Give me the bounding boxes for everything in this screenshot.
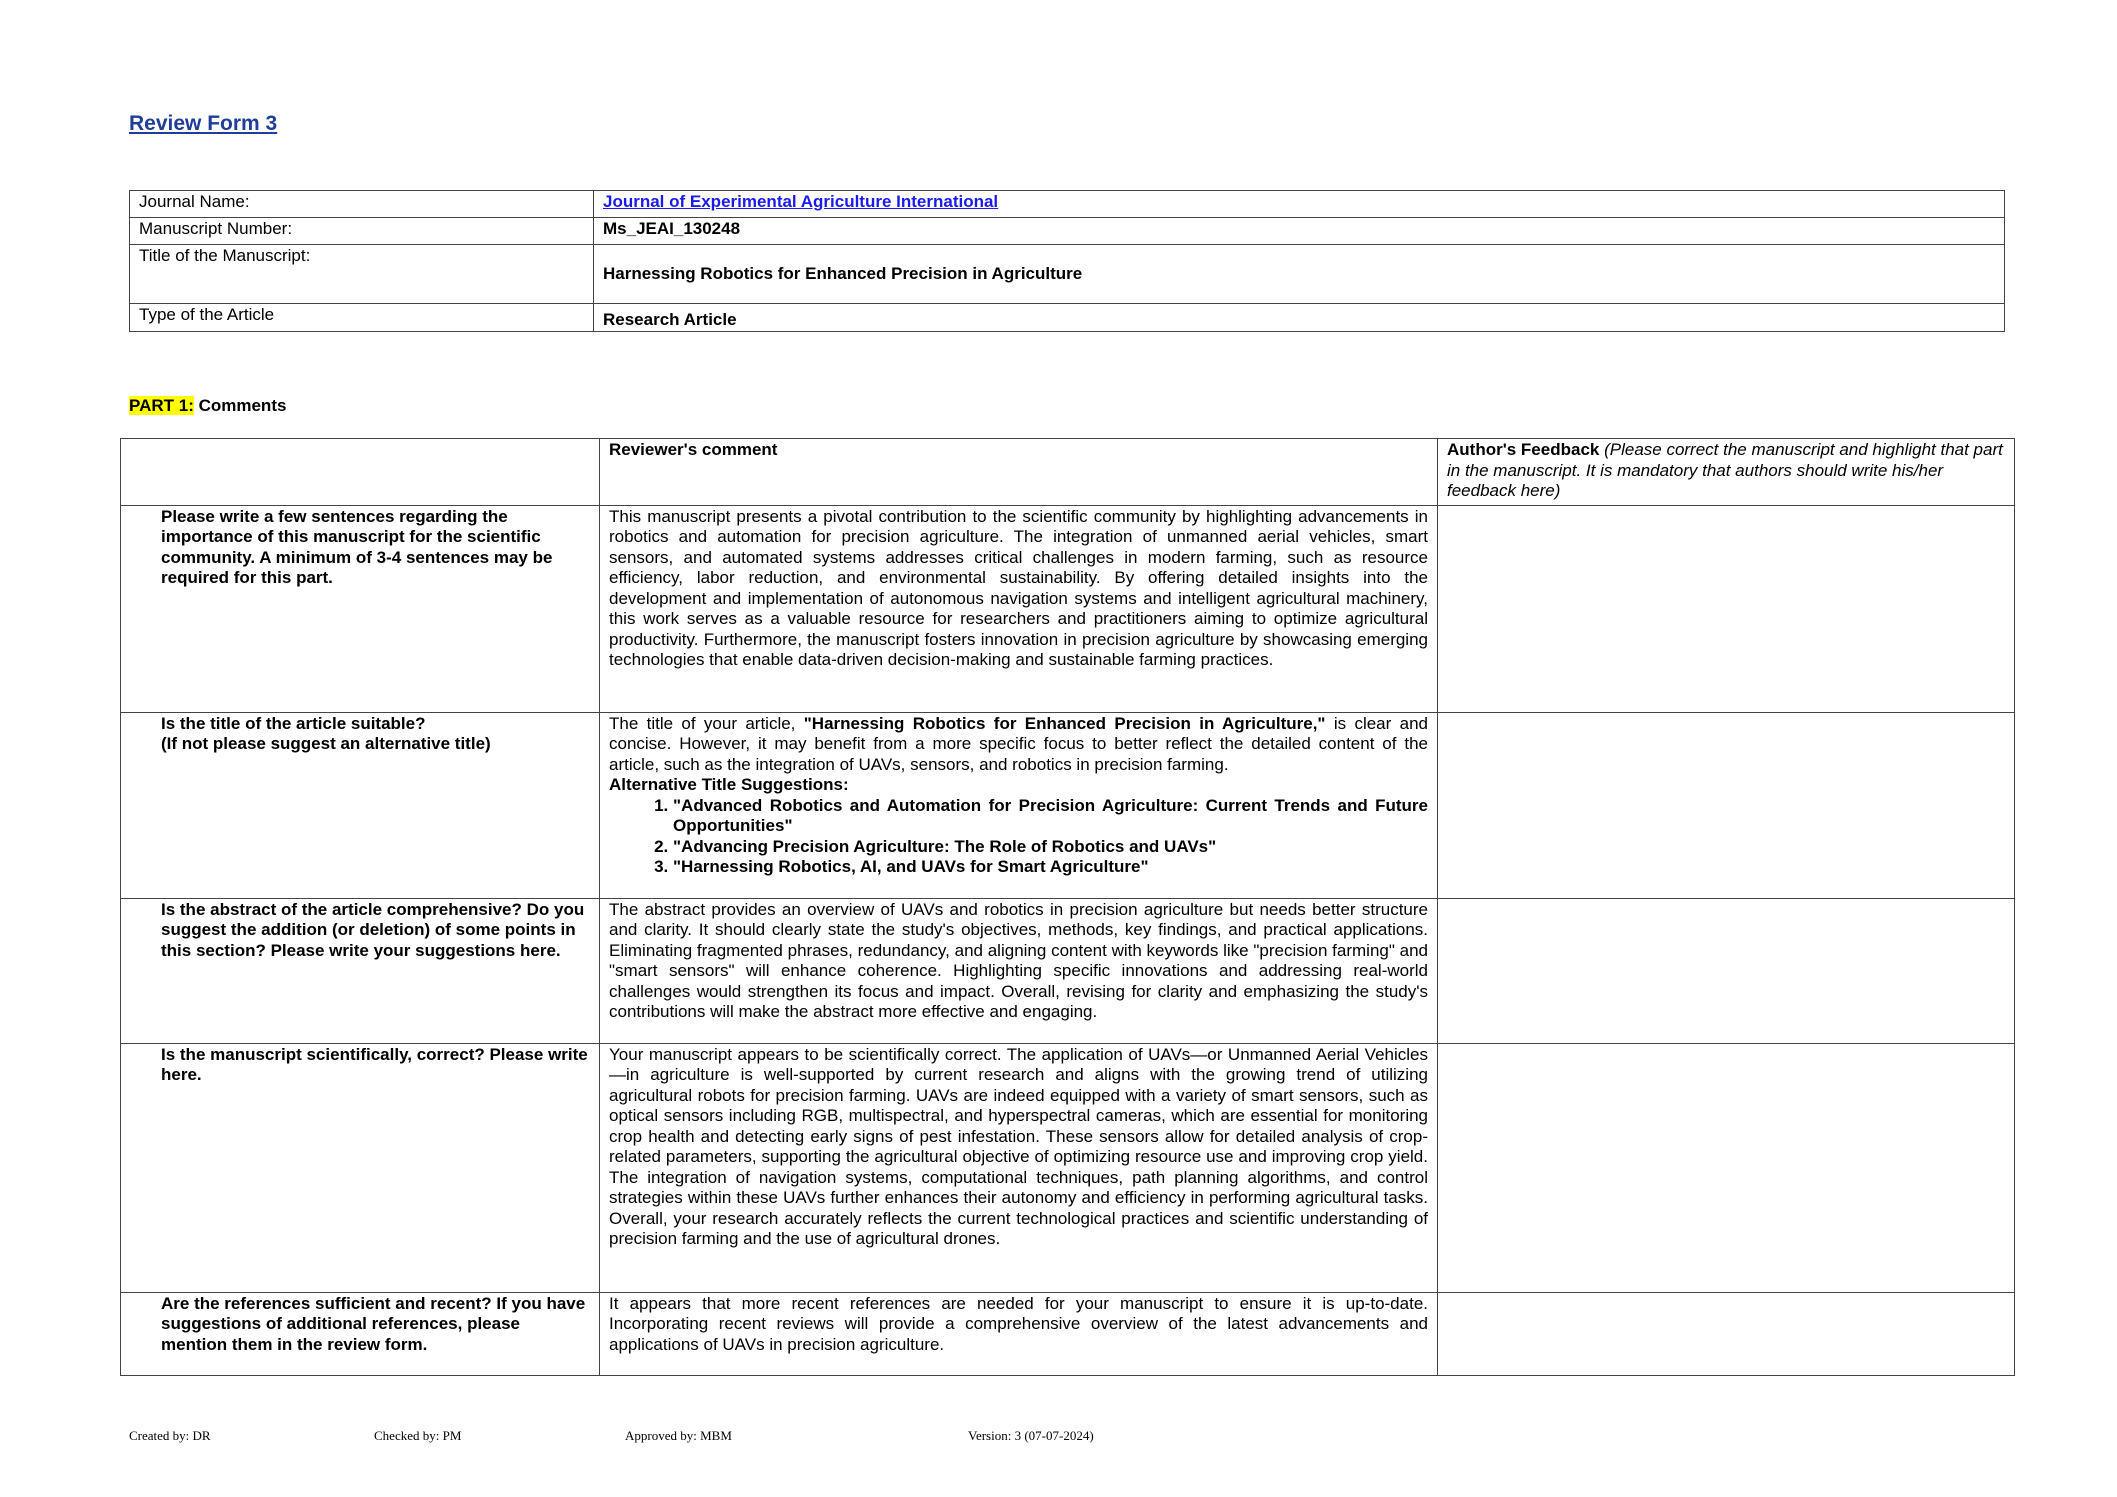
table-row (121, 1292, 2015, 1375)
list-item: 2. "Advancing Precision Agriculture: The Role of Robotics and UAVs" (673, 837, 1428, 858)
table-row (130, 304, 2005, 332)
question: Is the abstract of the article comprehensive? Do you suggest the addition (or deletion) of some points in this section? Please write your suggestions here. (121, 898, 600, 1043)
footer-created: Created by: DR (129, 1428, 211, 1443)
alt-title-list (609, 796, 1428, 878)
author-feedback-cell[interactable] (1438, 712, 2015, 898)
journal-link[interactable]: Journal of Experimental Agriculture International (603, 192, 999, 211)
footer-version: Version: 3 (07-07-2024) (968, 1428, 1094, 1443)
author-feedback-cell[interactable] (1438, 898, 2015, 1043)
table-row (121, 1043, 2015, 1292)
list-item: 3. "Harnessing Robotics, AI, and UAVs for Smart Agriculture" (673, 857, 1428, 878)
comments-table (120, 438, 2015, 1376)
part-label: PART 1: (129, 396, 194, 415)
reviewer-comment: Your manuscript appears to be scientifically correct. The application of UAVs—or Unmanned Aerial Vehicles—in agriculture is well-supported by current research and aligns with the growing trend of utilizing agricultural robots for precision farming. UAVs are indeed equipped with a variety of smart sensors, such as optical sensors including RGB, multispectral, and hyperspectral cameras, which are essential for monitoring crop health and detecting early signs of pest infestation. These sensors allow for detailed analysis of crop-related parameters, supporting the agricultural objective of optimizing resource use and improving crop yield. The integration of navigation systems, computational techniques, path planning algorithms, and control strategies within these UAVs further enhances their autonomy and efficiency in performing agricultural tasks. Overall, your research accurately reflects the current technological practices and scientific understanding of precision farming and the use of agricultural drones. (600, 1043, 1438, 1292)
form-title: Review Form 3 (129, 112, 278, 135)
table-row (121, 505, 2015, 712)
list-item: 1. "Advanced Robotics and Automation for Precision Agriculture: Current Trends and Future Opportunities" (673, 796, 1428, 837)
reviewer-comment: The abstract provides an overview of UAVs and robotics in precision agriculture but needs better structure and clarity. It should clearly state the study's objectives, methods, key findings, and practical applications. Eliminating fragmented phrases, redundancy, and aligning content with keywords like "precision farming" and "smart sensors" will enhance coherence. Highlighting specific innovations and addressing real-world challenges would strengthen its focus and impact. Overall, revising for clarity and emphasizing the study's contributions will make the abstract more effective and engaging. (600, 898, 1438, 1043)
author-feedback-cell[interactable] (1438, 1043, 2015, 1292)
table-row (121, 712, 2015, 898)
author-feedback-cell[interactable] (1438, 1292, 2015, 1375)
footer-checked: Checked by: PM (374, 1428, 462, 1443)
table-row (121, 898, 2015, 1043)
author-feedback-cell[interactable] (1438, 505, 2015, 712)
part-text: Comments (193, 396, 287, 415)
article-type-value: Research Article (594, 304, 2005, 332)
question: Are the references sufficient and recent? If you have suggestions of additional references, please mention them in the review form. (121, 1292, 600, 1375)
question: Is the manuscript scientifically, correct? Please write here. (121, 1043, 600, 1292)
reviewer-comment: It appears that more recent references are needed for your manuscript to ensure it is up-to-date. Incorporating recent reviews will provide a comprehensive overview of the latest advancements and applications of UAVs in precision agriculture. (600, 1292, 1438, 1375)
question: Please write a few sentences regarding the importance of this manuscript for the scientific community. A minimum of 3-4 sentences may be required for this part. (121, 505, 600, 712)
table-row (130, 245, 2005, 304)
article-type-label: Type of the Article (130, 304, 594, 332)
header-row (121, 439, 2015, 506)
table-row (130, 191, 2005, 218)
question: Is the title of the article suitable? (If not please suggest an alternative title) (121, 712, 600, 898)
part-heading (129, 396, 286, 416)
manuscript-number-label: Manuscript Number: (130, 218, 594, 245)
alt-title-heading: Alternative Title Suggestions: (609, 775, 849, 794)
manuscript-title-value: Harnessing Robotics for Enhanced Precision in Agriculture (594, 245, 2005, 304)
journal-label: Journal Name: (130, 191, 594, 218)
manuscript-title-label: Title of the Manuscript: (130, 245, 594, 304)
reviewer-comment: The title of your article, "Harnessing Robotics for Enhanced Precision in Agriculture," is clear and concise. However, it may benefit from a more specific focus to better reflect the detailed content of the article, such as the integration of UAVs, sensors, and robotics in precision farming. Alternative Title Suggestions: 1. "Advanced Robotics and Automation for Precision Agriculture: Current Trends and Future Opportunities" 2. "Advancing Precision Agriculture: The Role of Robotics and UAVs" 3. "Harnessing Robotics, AI, and UAVs for Smart Agriculture" (600, 712, 1438, 898)
manuscript-info-table (129, 190, 2005, 332)
reviewer-comment: This manuscript presents a pivotal contribution to the scientific community by highlighting advancements in robotics and automation for precision agriculture. The integration of unmanned aerial vehicles, smart sensors, and automated systems addresses critical challenges in modern farming, such as resource efficiency, labor reduction, and environmental sustainability. By offering detailed insights into the development and implementation of autonomous navigation systems and intelligent agricultural machinery, this work serves as a valuable resource for researchers and practitioners aiming to optimize agricultural productivity. Furthermore, the manuscript fosters innovation in precision agriculture by showcasing emerging technologies that enable data-driven decision-making and sustainable farming practices. (600, 505, 1438, 712)
table-row (130, 218, 2005, 245)
reviewer-comment-header: Reviewer's comment (600, 439, 1438, 506)
footer-approved: Approved by: MBM (625, 1428, 732, 1443)
author-feedback-header: Author's Feedback (Please correct the manuscript and highlight that part in the manuscript. It is mandatory that authors should write his/her feedback here) (1438, 439, 2015, 506)
manuscript-number-value: Ms_JEAI_130248 (594, 218, 2005, 245)
